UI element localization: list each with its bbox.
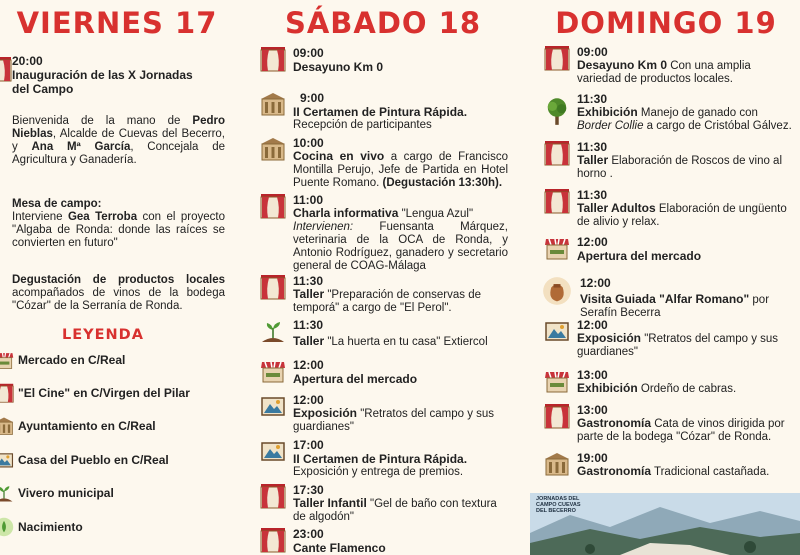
event-desc: Ordeño de cabras. xyxy=(637,383,737,395)
event-time: 13:00 xyxy=(577,368,608,382)
event-title: II Certamen de Pintura Rápida. xyxy=(293,452,468,466)
event-title: Taller xyxy=(577,153,609,167)
event-item xyxy=(260,483,508,524)
event-time: 12:00 xyxy=(577,235,608,249)
degust-text: acompañados de vinos de la bodega "Cózar" de la Serranía de Ronda. xyxy=(12,287,225,312)
market-stall-icon xyxy=(544,235,570,261)
event-desc: "Lengua Azul" xyxy=(398,208,474,220)
event-item xyxy=(544,140,792,181)
event-title: Visita Guiada "Alfar Romano" xyxy=(580,292,750,306)
event-title: Exposición xyxy=(293,406,358,420)
legend-label: Ayuntamiento en C/Real xyxy=(18,419,156,433)
event-desc: Con una amplia variedad de productos locales. xyxy=(577,60,751,85)
event-time: 12:00 xyxy=(577,318,608,332)
cinema-curtain-icon xyxy=(260,527,286,553)
event-desc: Elaboración de ungüento de alivio y relax. xyxy=(577,203,787,228)
sabado-events xyxy=(260,0,508,555)
event-time: 11:30 xyxy=(577,92,608,106)
event-item xyxy=(544,403,792,444)
event-title: Gastronomía xyxy=(577,464,652,478)
event-desc: "Gel de baño con textura de algodón" xyxy=(293,498,497,523)
event-item xyxy=(544,45,792,86)
event-item xyxy=(260,274,508,315)
event-note: (Degustación 13:30h). xyxy=(382,177,503,189)
event-item xyxy=(260,358,508,386)
legend-label: Vivero municipal xyxy=(18,486,114,500)
event-item xyxy=(544,318,792,359)
event-title: Taller xyxy=(293,287,325,301)
viernes-opening xyxy=(0,54,230,96)
event-item xyxy=(544,92,792,133)
event-desc: "La huerta en tu casa" Extiercol xyxy=(324,336,488,348)
event-title: Cante Flamenco xyxy=(293,541,386,555)
event-intervienen: Intervienen: xyxy=(293,221,354,233)
event-italic: Border Collie xyxy=(577,120,644,132)
day-title-viernes: VIERNES 17 xyxy=(16,6,218,40)
mesa-title: Mesa de campo: xyxy=(12,198,102,210)
legend-item xyxy=(0,415,156,437)
viernes-column xyxy=(0,0,228,40)
event-item xyxy=(544,451,792,479)
event-desc: Fuensanta Márquez, veterinaria de la OCA de Ronda, y Antonio Rodríguez, ganadero y secretario general de COAG-Málaga xyxy=(293,221,508,272)
event-desc: "Retratos del campo y sus guardianes" xyxy=(577,333,779,358)
nursery-icon xyxy=(0,483,14,503)
cinema-curtain-icon xyxy=(260,483,286,509)
welcome-name: Pedro Nieblas xyxy=(12,115,225,140)
event-title: Inauguración de las X Jornadas del Campo xyxy=(12,68,193,96)
event-time: 09:00 xyxy=(577,45,608,59)
event-title: Gastronomía xyxy=(577,416,652,430)
cinema-curtain-icon xyxy=(544,140,570,166)
event-title: Taller Adultos xyxy=(577,201,656,215)
event-desc: Tradicional castañada. xyxy=(651,466,770,478)
event-title: Exhibición xyxy=(577,381,638,395)
exhibition-icon xyxy=(260,438,286,464)
event-time: 13:00 xyxy=(577,403,608,417)
pottery-icon xyxy=(542,276,572,306)
cinema-curtain-icon xyxy=(544,45,570,71)
event-item xyxy=(544,235,792,263)
event-title: Apertura del mercado xyxy=(293,372,418,386)
event-desc: a cargo de Cristóbal Gálvez. xyxy=(643,120,792,132)
event-desc: Manejo de ganado con xyxy=(637,107,758,119)
spring-icon xyxy=(0,517,14,537)
event-time: 10:00 xyxy=(293,136,324,150)
mesa-name: Gea Terroba xyxy=(67,211,138,223)
cinema-curtain-icon xyxy=(260,193,286,219)
cinema-curtain-icon xyxy=(260,46,286,72)
legend-label: "El Cine" en C/Virgen del Pilar xyxy=(18,386,190,400)
event-time: 11:30 xyxy=(577,140,608,154)
event-time: 19:00 xyxy=(577,451,608,465)
event-desc: Recepción de participantes xyxy=(293,119,432,131)
poster-caption: JORNADAS DEL CAMPO CUEVAS DEL BECERRO xyxy=(536,496,581,514)
degust-title: Degustación de productos locales xyxy=(12,274,225,286)
day-title-domingo: DOMINGO 19 xyxy=(555,6,777,40)
event-desc: Exposición y entrega de premios. xyxy=(293,466,464,478)
legend-item xyxy=(0,449,169,471)
event-item xyxy=(260,193,508,273)
tree-icon xyxy=(542,96,572,126)
town-house-icon xyxy=(0,450,14,470)
event-item xyxy=(260,91,508,132)
event-item xyxy=(544,188,792,229)
event-item xyxy=(260,527,508,555)
event-title: Taller Infantil xyxy=(293,496,367,510)
event-time: 20:00 xyxy=(12,54,43,68)
legend-label: Nacimiento xyxy=(18,520,83,534)
legend-item xyxy=(0,349,125,371)
event-title: II Certamen de Pintura Rápida. xyxy=(293,105,468,119)
event-desc: "Preparación de conservas de temporá" a cargo de "El Perol". xyxy=(293,289,481,314)
welcome-text: , Alcalde de Cuevas del Becerro, y xyxy=(12,128,225,153)
town-hall-icon xyxy=(260,91,286,117)
event-desc: "Retratos del campo y sus guardianes" xyxy=(293,408,495,433)
town-hall-icon xyxy=(544,451,570,477)
cinema-curtain-icon xyxy=(260,274,286,300)
market-stall-icon xyxy=(544,368,570,394)
event-time: 12:00 xyxy=(293,358,324,372)
event-desc: Cata de vinos dirigida por parte de la bodega "Cózar" de Ronda. xyxy=(577,418,785,443)
exhibition-icon xyxy=(260,393,286,419)
domingo-events xyxy=(544,0,792,555)
event-time: 11:30 xyxy=(577,188,608,202)
event-poster-image xyxy=(530,493,800,555)
event-item xyxy=(260,136,508,190)
exhibition-icon xyxy=(544,318,570,344)
event-desc: a cargo de Francisco Montilla Perujo, Jefe de Partida en Hotel Puente Romano. xyxy=(293,151,508,189)
event-item xyxy=(260,318,508,349)
market-stall-icon xyxy=(260,358,286,384)
cinema-curtain-icon xyxy=(0,383,14,403)
event-title: Exposición xyxy=(577,331,642,345)
event-time: 11:30 xyxy=(293,318,324,332)
event-title: Cocina en vivo xyxy=(293,149,385,163)
event-time: 23:00 xyxy=(293,527,324,541)
viernes-mesa xyxy=(12,198,225,250)
sprout-icon xyxy=(260,318,286,344)
event-item xyxy=(260,438,508,479)
event-item xyxy=(544,276,792,320)
legend-label: Casa del Pueblo en C/Real xyxy=(18,453,169,467)
event-item xyxy=(260,393,508,434)
event-time: 17:30 xyxy=(293,483,324,497)
event-item xyxy=(544,368,792,396)
event-time: 11:30 xyxy=(293,274,324,288)
cinema-curtain-icon xyxy=(544,403,570,429)
mesa-text: Interviene xyxy=(12,211,68,223)
legend-title: LEYENDA xyxy=(62,327,144,343)
market-stall-icon xyxy=(0,350,14,370)
town-hall-icon xyxy=(260,136,286,162)
viernes-welcome xyxy=(12,115,225,167)
viernes-degustacion xyxy=(12,274,225,313)
event-time: 12:00 xyxy=(580,276,611,290)
event-title: Charla informativa xyxy=(293,206,399,220)
legend-label: Mercado en C/Real xyxy=(18,353,126,367)
welcome-name: Ana Mª García xyxy=(31,141,131,153)
event-title: Desayuno Km 0 xyxy=(293,60,384,74)
event-time: 09:00 xyxy=(293,46,324,60)
mesa-text: con el proyecto "Algaba de Ronda: donde las raíces se convierten en futuro" xyxy=(12,211,226,249)
town-hall-icon xyxy=(0,416,14,436)
event-time: 17:00 xyxy=(293,438,324,452)
event-item xyxy=(260,46,508,74)
welcome-text: Bienvenida de la mano de xyxy=(12,115,193,127)
day-title-sabado: SÁBADO 18 xyxy=(284,6,482,40)
event-title: Exhibición xyxy=(577,105,638,119)
legend-item xyxy=(0,382,190,404)
event-time: 11:00 xyxy=(293,193,324,207)
cinema-curtain-icon xyxy=(544,188,570,214)
legend-item xyxy=(0,516,83,538)
event-title: Taller xyxy=(293,334,325,348)
event-title: Apertura del mercado xyxy=(577,249,702,263)
event-desc: por Serafín Becerra xyxy=(580,294,770,319)
welcome-text: , Concejala de Agricultura y Ganadería. xyxy=(12,141,225,166)
legend-item xyxy=(0,482,114,504)
event-time: 12:00 xyxy=(293,393,324,407)
event-title: Desayuno Km 0 xyxy=(577,58,668,72)
event-desc: Elaboración de Roscos de vino al horno . xyxy=(577,155,783,180)
cinema-curtain-icon xyxy=(0,56,12,82)
event-time: 9:00 xyxy=(300,91,325,105)
